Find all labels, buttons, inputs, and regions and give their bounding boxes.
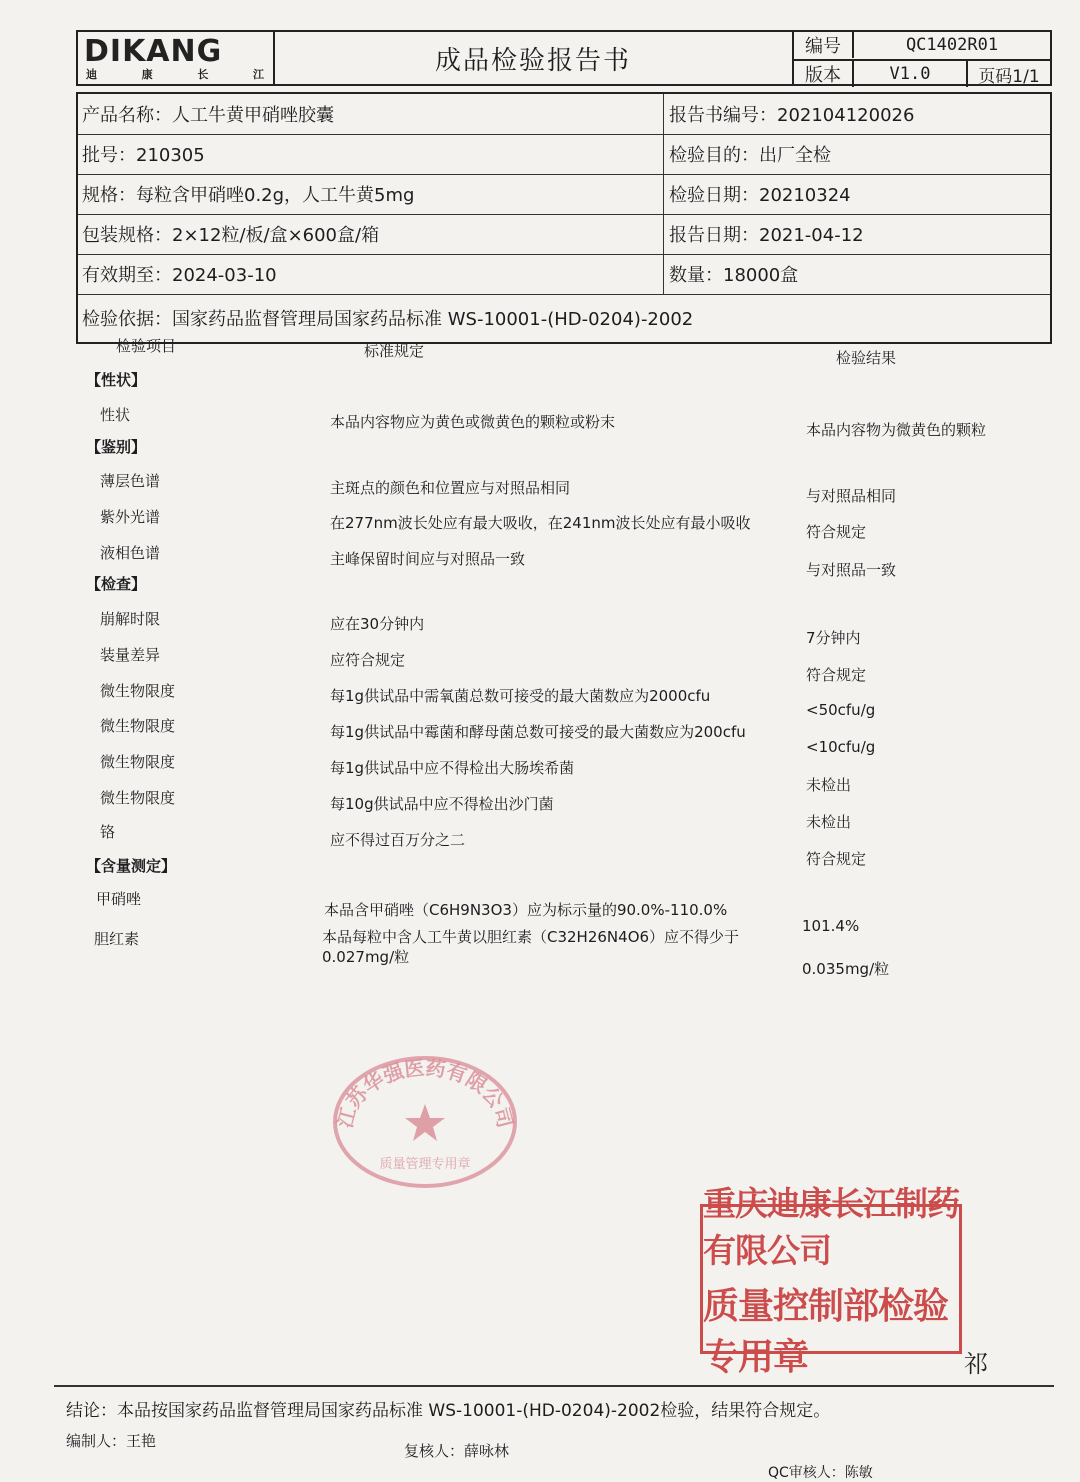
test-item: 甲硝唑 [96,890,142,908]
test-result: <50cfu/g [806,701,876,719]
test-date: 检验日期：20210324 [669,185,851,206]
logo-subtext [86,66,264,82]
test-standard: 在277nm波长处应有最大吸收，在241nm波长处应有最小吸收 [330,514,751,532]
test-standard: 每1g供试品中霉菌和酵母菌总数可接受的最大菌数应为200cfu [330,723,746,741]
test-item: 胆红素 [94,930,140,948]
test-item: 铬 [100,823,116,841]
test-standard: 应符合规定 [330,651,406,669]
column-header-item: 检验项目 [116,337,177,355]
meta-row-code [794,32,1050,58]
test-standard: 主斑点的颜色和位置应与对照品相同 [330,479,571,497]
test-item: 微生物限度 [100,789,176,807]
test-result: <10cfu/g [806,738,876,756]
test-standard: 本品每粒中含人工牛黄以胆红素（C32H26N4O6）应不得少于0.027mg/粒 [322,928,740,966]
test-result: 符合规定 [806,666,867,684]
test-standard: 应不得过百万分之二 [330,831,466,849]
packaging: 包装规格：2×12粒/板/盒×600盒/箱 [78,214,664,254]
test-standard: 每1g供试品中需氧菌总数可接受的最大菌数应为2000cfu [330,687,711,705]
section-appearance: 【性状】 [86,371,147,389]
test-item: 装量差异 [100,646,161,664]
test-basis: 检验依据：国家药品监督管理局国家药品标准 WS-10001-(HD-0204)-2002 [82,309,694,330]
product-name: 产品名称：人工牛黄甲硝唑胶囊 [78,94,664,134]
logo-sub-char: 江 [252,68,264,81]
column-header-standard: 标准规定 [364,342,425,360]
test-item: 微生物限度 [100,717,176,735]
round-stamp-subtext: 质量管理专用章 [379,1157,471,1172]
document-meta [792,32,1050,87]
test-item: 薄层色谱 [100,472,161,490]
test-result: 未检出 [806,813,852,831]
report-date: 报告日期：2021-04-12 [669,225,864,246]
code-value: QC1402R01 [905,35,999,55]
round-stamp-text: 江苏华强医药有限公司 [332,1055,518,1131]
test-item: 微生物限度 [100,682,176,700]
test-item: 微生物限度 [100,753,176,771]
test-result: 7分钟内 [806,629,861,647]
test-standard: 每1g供试品中应不得检出大肠埃希菌 [330,759,575,777]
report-header [76,30,1052,86]
rect-stamp-line1: 重庆迪康长江制药有限公司 [703,1184,959,1270]
handwritten-signature: 祁 [964,1350,988,1378]
test-standard: 本品内容物应为黄色或微黄色的颗粒或粉末 [330,413,616,431]
test-standard: 应在30分钟内 [330,615,425,633]
info-row [78,214,1050,255]
info-row [78,94,1050,135]
test-result: 未检出 [806,776,852,794]
rect-qc-stamp [700,1184,962,1378]
round-company-stamp [330,1052,520,1192]
conclusion-text: 结论：本品按国家药品监督管理局国家药品标准 WS-10001-(HD-0204)-2002检验，结果符合规定。 [66,1401,831,1421]
section-identification: 【鉴别】 [86,438,147,456]
logo-sub-char: 康 [141,68,153,81]
test-result: 0.035mg/粒 [802,960,890,978]
product-info-table [76,92,1052,344]
logo-wordmark: DIKANG [84,34,223,69]
company-logo [78,32,275,84]
meta-row-version [794,59,1050,87]
version-label: 版本 [794,61,854,87]
info-row [78,134,1050,175]
test-result: 与对照品相同 [806,487,897,505]
test-item: 性状 [100,406,131,424]
column-header-result: 检验结果 [836,349,897,367]
checker-name: 复核人：薛咏林 [404,1442,510,1460]
test-purpose: 检验目的：出厂全检 [669,145,831,166]
batch-number: 批号：210305 [78,134,664,174]
version-value: V1.0 [889,64,931,84]
document-title: 成品检验报告书 [434,45,631,76]
test-result: 符合规定 [806,523,867,541]
section-inspection: 【检查】 [86,575,147,593]
expiry-date: 有效期至：2024-03-10 [78,254,664,294]
qc-reviewer: QC审核人：陈敏 [768,1465,873,1481]
logo-sub-char: 迪 [86,68,97,81]
quantity: 数量：18000盒 [669,265,799,286]
test-item: 崩解时限 [100,610,161,628]
code-label: 编号 [794,32,854,58]
test-item: 紫外光谱 [100,508,161,526]
test-standard: 每10g供试品中应不得检出沙门菌 [330,795,554,813]
info-row [78,174,1050,215]
test-standard: 本品含甲硝唑（C6H9N3O3）应为标示量的90.0%-110.0% [324,901,728,919]
report-number: 报告书编号：202104120026 [669,105,915,126]
section-assay: 【含量测定】 [86,857,177,875]
info-row [78,254,1050,295]
test-result: 本品内容物为微黄色的颗粒 [806,421,987,439]
editor-name: 编制人：王艳 [66,1432,157,1450]
test-result: 与对照品一致 [806,561,897,579]
test-item: 液相色谱 [100,544,161,562]
test-result: 101.4% [802,917,860,935]
info-row [78,294,1050,342]
footer-divider [54,1385,1054,1387]
rect-stamp-line2: 质量控制部检验专用章 [703,1285,949,1378]
specification: 规格：每粒含甲硝唑0.2g，人工牛黄5mg [78,174,664,214]
page-number: 页码1/1 [966,61,1050,87]
test-result: 符合规定 [806,850,867,868]
logo-sub-char: 长 [197,68,209,81]
test-standard: 主峰保留时间应与对照品一致 [330,550,526,568]
